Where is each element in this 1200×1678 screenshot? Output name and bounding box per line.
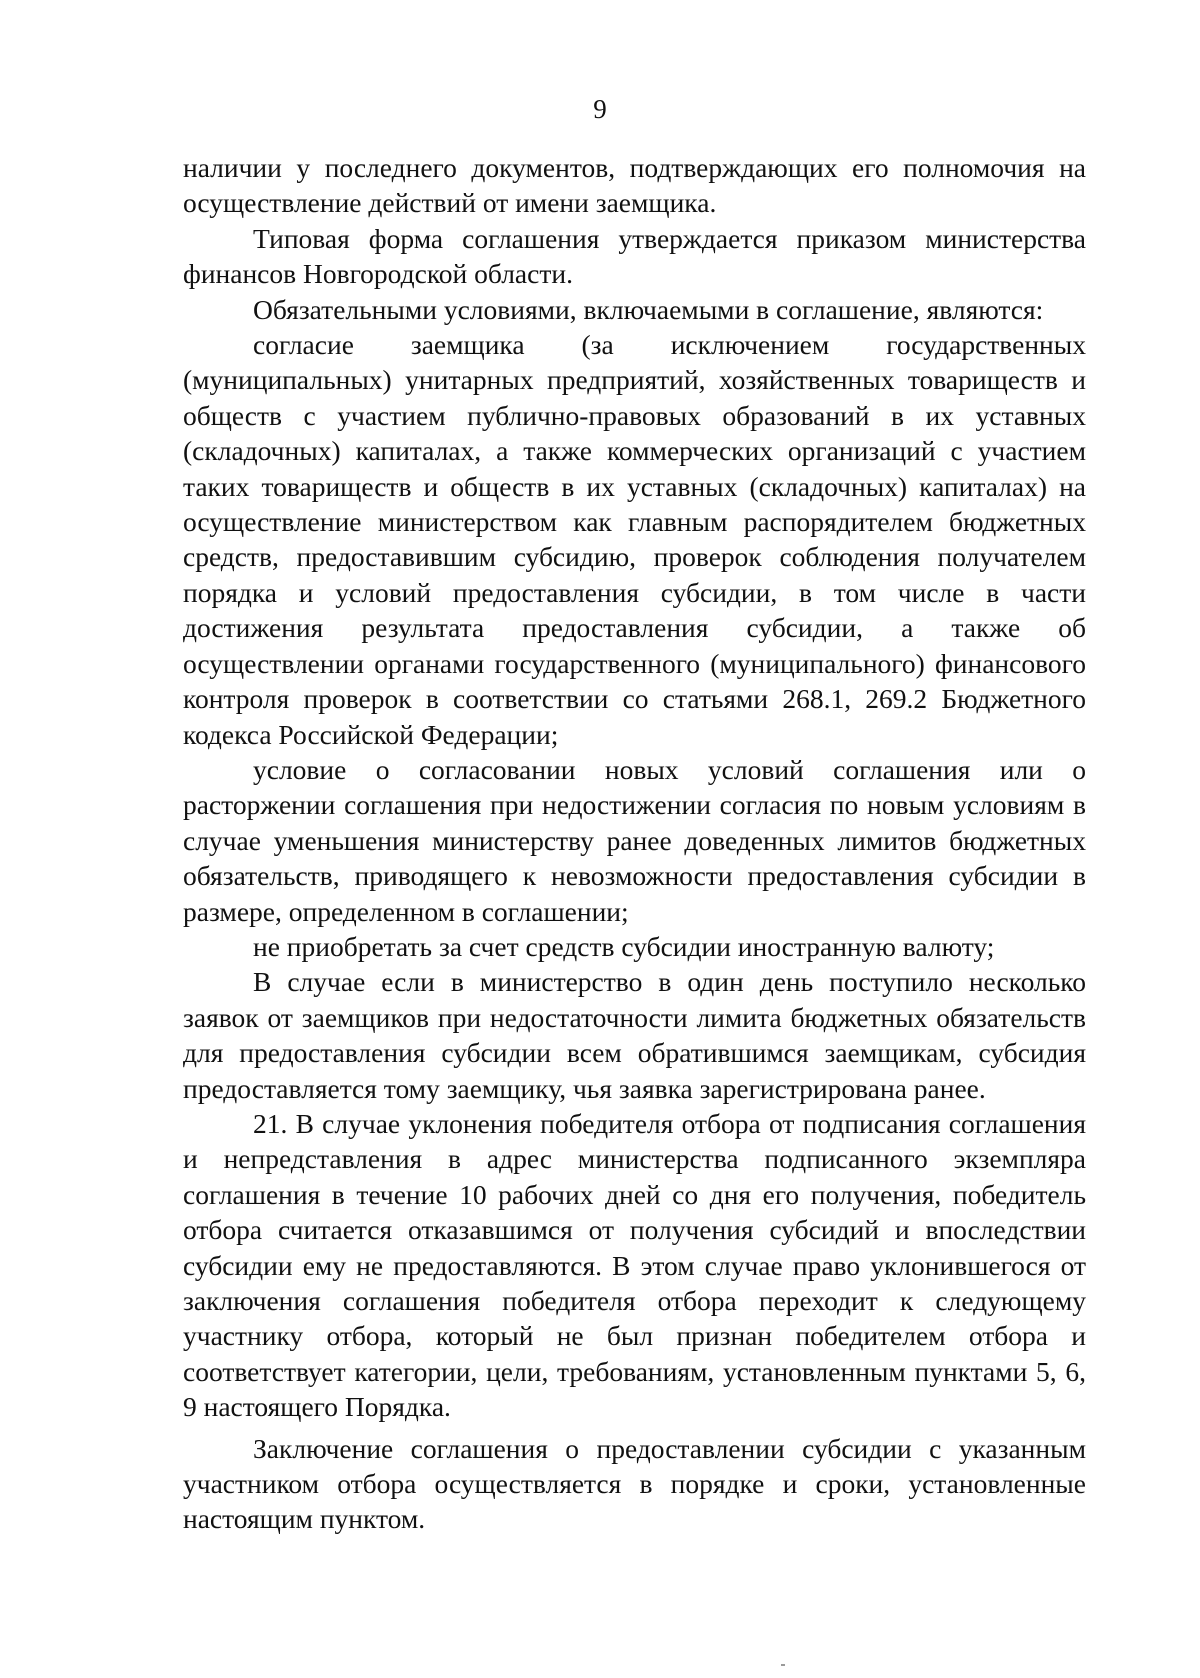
- paragraph-continuation: наличии у последнего документов, подтверждающих его полномочия на осуществление действий от имени заемщика.: [183, 152, 1086, 219]
- paragraph-foreign-currency: не приобретать за счет средств субсидии иностранную валюту;: [253, 930, 995, 962]
- scan-speck: [781, 1664, 785, 1666]
- paragraph-mandatory-conditions: Обязательными условиями, включаемыми в соглашение, являются:: [253, 293, 1044, 325]
- paragraph-multiple-applications: В случае если в министерство в один день поступило несколько заявок от заемщиков при недостаточности лимита бюджетных обязательств для предоставления субсидии всем обратившимся заемщикам, субсидия предоставляется тому заемщику, чья заявка зарегистрирована ранее.: [183, 966, 1086, 1104]
- paragraph-standard-form: Типовая форма соглашения утверждается приказом министерства финансов Новгородской области.: [183, 222, 1086, 290]
- document-body: [183, 150, 1086, 1537]
- paragraph-conclusion: Заключение соглашения о предоставлении субсидии с указанным участником отбора осуществляется в порядке и сроки, установленные настоящим пунктом.: [183, 1432, 1086, 1535]
- paragraph-item-21: 21. В случае уклонения победителя отбора от подписания соглашения и непредставления в адрес министерства подписанного экземпляра соглашения в течение 10 рабочих дней со дня его получения, победитель отбора считается отказавшимся от получения субсидий и впоследствии субсидии ему не предоставляются. В этом случае право уклонившегося от заключения соглашения победителя отбора переходит к следующему участнику отбора, который не был признан победителем отбора и соответствует категории, цели, требованиям, установленным пунктами 5, 6, 9 настоящего Порядка.: [183, 1107, 1086, 1423]
- paragraph-new-conditions: условие о согласовании новых условий соглашения или о расторжении соглашения при недостижении согласия по новым условиям в случае уменьшения министерству ранее доведенных лимитов бюджетных обязательств, приводящего к невозможности предоставления субсидии в размере, определенном в соглашении;: [183, 753, 1086, 927]
- page-number: 9: [593, 94, 607, 124]
- paragraph-borrower-consent: согласие заемщика (за исключением государственных (муниципальных) унитарных предприятий, хозяйственных товариществ и обществ с участием публично-правовых образований в их уставных (складочных) капиталах, а также коммерческих организаций с участием таких товариществ и обществ в их уставных (складочных) капиталах) на осуществление министерством как главным распорядителем бюджетных средств, предоставившим субсидию, проверок соблюдения получателем порядка и условий предоставления субсидии, в том числе в части достижения результата предоставления субсидии, а также об осуществлении органами государственного (муниципального) финансового контроля проверок в соответствии со статьями 268.1, 269.2 Бюджетного кодекса Российской Федерации;: [183, 329, 1086, 750]
